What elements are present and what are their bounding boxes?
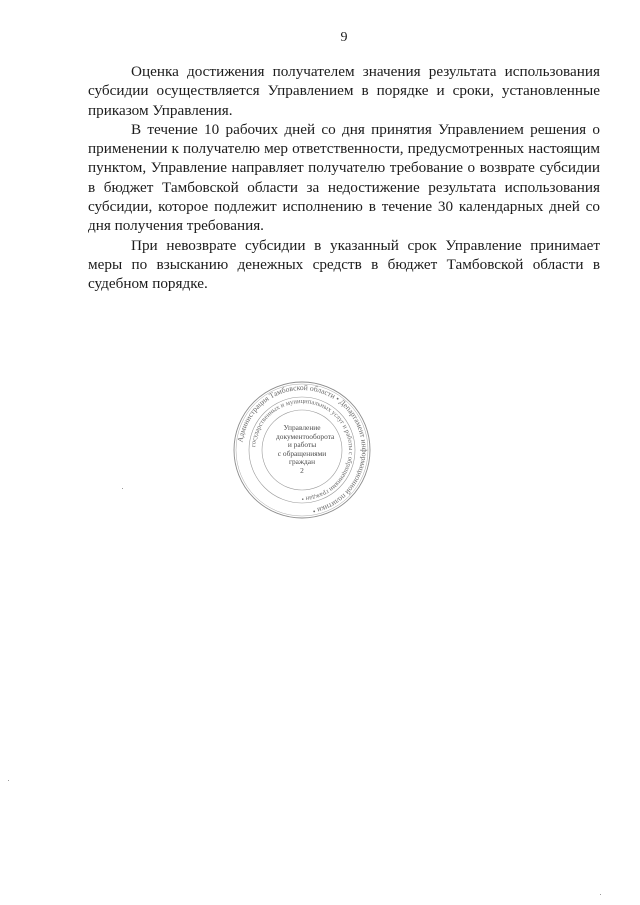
paragraph-court-recovery: При невозврате субсидии в указанный срок Управление принимает меры по взысканию денежных средств в бюджет Тамбовской области в судебном порядке. (88, 236, 600, 293)
scan-speck (600, 894, 601, 895)
seal-inner-ring-text: государственных и муниципальных услуг и работы с обращениями граждан • (250, 397, 355, 503)
document-body (88, 62, 600, 294)
scan-speck (122, 488, 123, 489)
seal-center-line: 2 (300, 465, 304, 475)
scan-speck (8, 780, 9, 781)
seal-center-line: с обращениями (277, 448, 327, 458)
official-seal (232, 380, 372, 520)
seal-center-line: документооборота (276, 431, 335, 441)
paragraph-refund-requirement: В течение 10 рабочих дней со дня принятия Управлением решения о применении к получателю мер ответственности, предусмотренных настоящим пунктом, Управление направляет получателю требование о возврате субсидии в бюджет Тамбовской области за недостижение результата использования субсидии, которое подлежит исполнению в течение 30 календарных дней со дня получения требования. (88, 120, 600, 235)
paragraph-assessment: Оценка достижения получателем значения результата использования субсидии осуществляется Управлением в порядке и сроки, установленные приказом Управления. (88, 63, 600, 119)
seal-center-line: граждан (288, 457, 316, 467)
seal-center-text (276, 423, 335, 476)
seal-center-line: и работы (287, 440, 317, 450)
seal-center-line: Управление (283, 423, 321, 432)
seal-outer-ring-text: Администрация Тамбовской области • Департамент информационной политики • (235, 382, 370, 516)
page-number: 9 (340, 30, 348, 45)
